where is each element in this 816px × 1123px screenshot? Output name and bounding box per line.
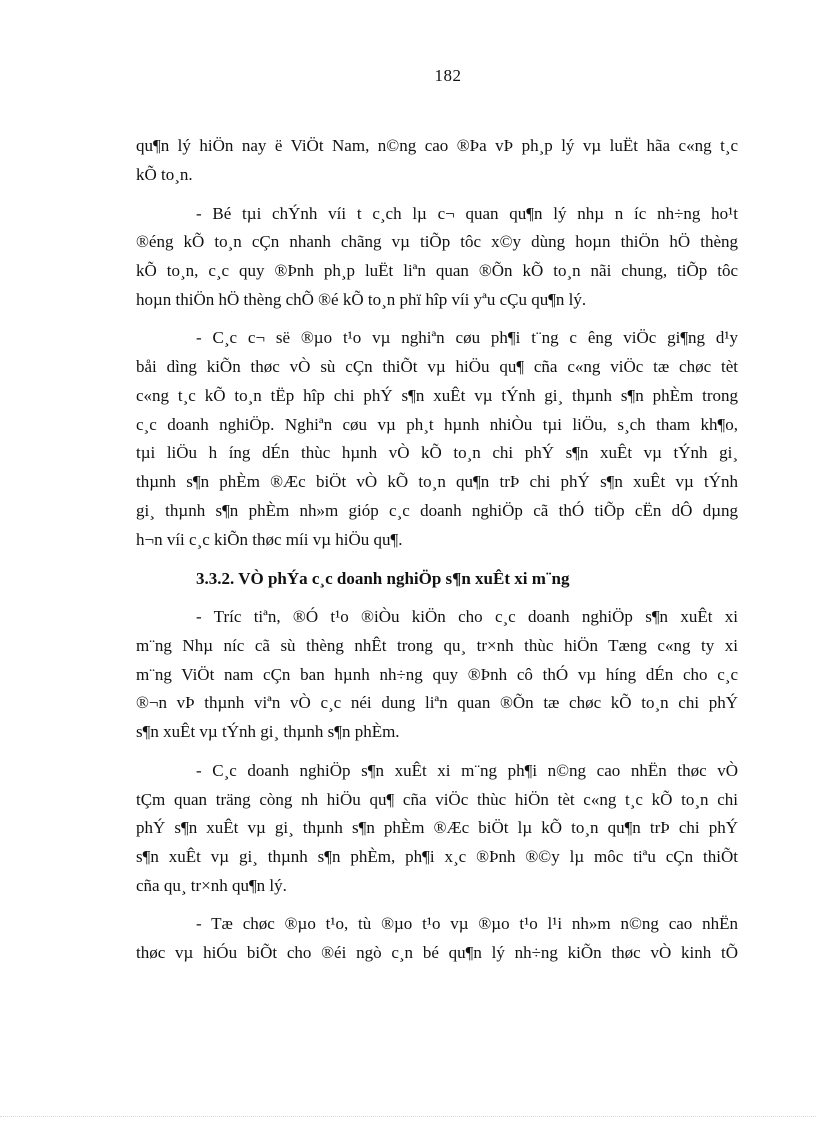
text-line: - C¸c c¬ së ®µo t¹o vµ nghiªn cøu ph¶i t¨ng c êng viÖc gi¶ng d¹y [196, 328, 738, 347]
text-line: m¨ng Nhµ níc cã sù thèng nhÊt trong qu¸ tr×nh thùc hiÖn Tæng c«ng ty xi [136, 636, 738, 655]
text-line: cña qu¸ tr×nh qu¶n lý. [136, 876, 287, 895]
text-line: kÕ to¸n. [136, 165, 193, 184]
text-line: c«ng t¸c kÕ to¸n tËp hîp chi phÝ s¶n xuÊt vµ tÝnh gi¸ thµnh s¶n phÈm trong [136, 386, 738, 405]
text-line: c¸c doanh nghiÖp. Nghiªn cøu vµ ph¸t hµnh nhiÒu tµi liÖu, s¸ch tham kh¶o, [136, 415, 738, 434]
text-line: - Tæ chøc ®µo t¹o, tù ®µo t¹o vµ ®µo t¹o l¹i nh»m n©ng cao nhËn [196, 914, 738, 933]
text-line: s¶n xuÊt vµ gi¸ thµnh s¶n phÈm, ph¶i x¸c ®Þnh ®©y lµ môc tiªu cÇn thiÕt [136, 847, 738, 866]
text-line: m¨ng ViÖt nam cÇn ban hµnh nh÷ng quy ®Þnh cô thÓ vµ híng dÉn cho c¸c [136, 665, 738, 684]
text-line: ®éng kÕ to¸n cÇn nhanh chãng vµ tiÕp tôc x©y dùng hoµn thiÖn hÖ thèng [136, 232, 738, 251]
text-line: båi dìng kiÕn thøc vÒ sù cÇn thiÕt vµ hiÖu qu¶ cña c«ng viÖc tæ chøc tèt [136, 357, 738, 376]
text-line: ®¬n vÞ thµnh viªn vÒ c¸c néi dung liªn quan ®Õn tæ chøc kÕ to¸n chi phÝ [136, 693, 738, 712]
text-line: - C¸c doanh nghiÖp s¶n xuÊt xi m¨ng ph¶i n©ng cao nhËn thøc vÒ [196, 761, 738, 780]
page-bottom-rule [0, 1116, 816, 1117]
text-line: - Bé tµi chÝnh víi t c¸ch lµ c¬ quan qu¶n lý nhµ n íc nh÷ng ho¹t [196, 204, 738, 223]
text-line: hoµn thiÖn hÖ thèng chÕ ®é kÕ to¸n phï hîp víi yªu cÇu qu¶n lý. [136, 290, 587, 309]
text-line: phÝ s¶n xuÊt vµ gi¸ thµnh s¶n phÈm ®Æc biÖt lµ kÕ to¸n qu¶n trÞ chi phÝ [136, 818, 738, 837]
text-line: s¶n xuÊt vµ tÝnh gi¸ thµnh s¶n phÈm. [136, 722, 400, 741]
text-line: h¬n víi c¸c kiÕn thøc míi vµ hiÖu qu¶. [136, 530, 403, 549]
text-line: thµnh s¶n phÈm ®Æc biÖt vÒ kÕ to¸n qu¶n trÞ chi phÝ s¶n xuÊt vµ tÝnh [136, 472, 738, 491]
text-line: tµi liÖu h íng dÉn thùc hµnh vÒ kÕ to¸n chi phÝ s¶n xuÊt vµ tÝnh gi¸ [136, 443, 738, 462]
page-number: 182 [434, 66, 462, 85]
text-line: gi¸ thµnh s¶n phÈm nh»m gióp c¸c doanh nghiÖp cã thÓ tiÕp cËn dÔ dµng [136, 501, 738, 520]
section-heading: 3.3.2. VÒ phÝa c¸c doanh nghiÖp s¶n xuÊt xi m¨ng [196, 569, 570, 588]
text-line: kÕ to¸n, c¸c quy ®Þnh ph¸p luËt liªn quan ®Õn kÕ to¸n nãi chung, tiÕp tôc [136, 261, 738, 280]
text-line: - Tríc tiªn, ®Ó t¹o ®iÒu kiÖn cho c¸c doanh nghiÖp s¶n xuÊt xi [196, 607, 738, 626]
text-line: qu¶n lý hiÖn nay ë ViÖt Nam, n©ng cao ®Þa vÞ ph¸p lý vµ luËt hãa c«ng t¸c [136, 136, 738, 155]
text-line: tÇm quan träng còng nh hiÖu qu¶ cña viÖc thùc hiÖn tèt c«ng t¸c kÕ to¸n chi [136, 790, 738, 809]
text-line: thøc vµ hiÓu biÕt cho ®éi ngò c¸n bé qu¶n lý nh÷ng kiÕn thøc vÒ kinh tÕ [136, 943, 738, 962]
